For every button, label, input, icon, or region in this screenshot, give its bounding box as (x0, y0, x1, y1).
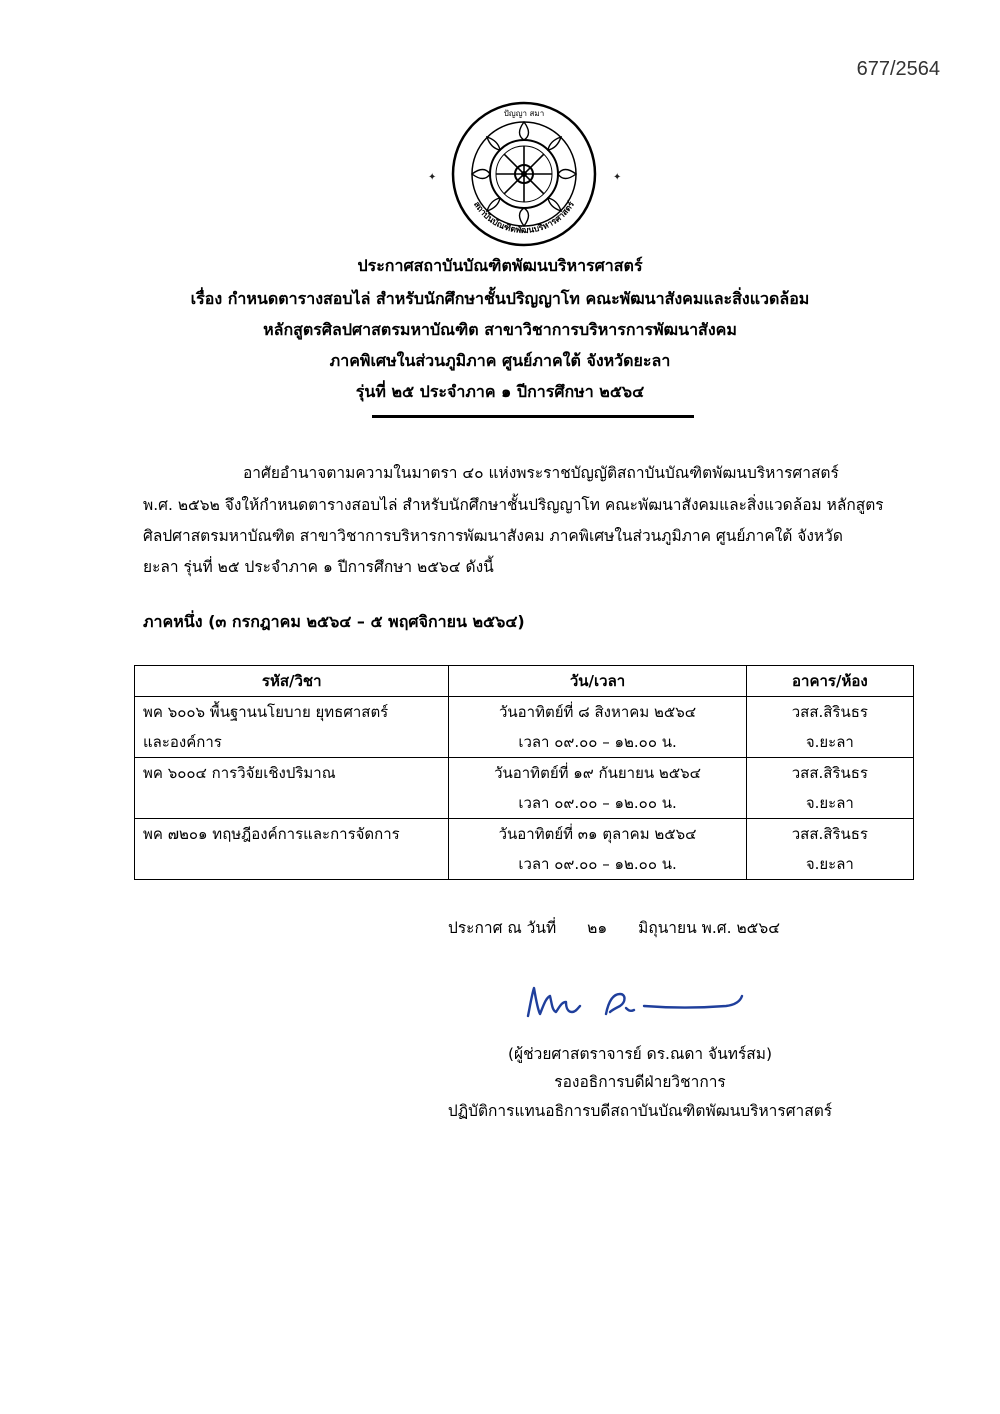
handwritten-signature-icon (520, 978, 760, 1028)
room-province: จ.ยะลา (805, 733, 854, 751)
signatory-position: รองอธิการบดีฝ่ายวิชาการ (554, 1073, 726, 1091)
title-divider (372, 415, 694, 418)
announce-day: ๒๑ (587, 919, 608, 937)
room-cell (746, 758, 913, 819)
dharma-wheel-seal-icon (450, 100, 598, 248)
body-line-2: พ.ศ. ๒๕๖๒ จึงให้กำหนดตารางสอบไล่ สำหรับนักศึกษาชั้นปริญญาโท คณะพัฒนาสังคมและสิ่งแวดล้อม หลักสูตร (143, 496, 884, 514)
table-row (135, 819, 914, 880)
svg-text:สถาบันบัณฑิตพัฒนบริหารศาสตร์ (471, 199, 577, 236)
ornament-right-icon: ✦ (613, 172, 622, 183)
body-line-4: ยะลา รุ่นที่ ๒๕ ประจำภาค ๑ ปีการศึกษา ๒๕๖๔ ดังนี้ (143, 558, 494, 576)
room-province: จ.ยะลา (805, 794, 854, 812)
datetime-cell (449, 697, 746, 758)
header-room: อาคาร/ห้อง (746, 666, 913, 697)
room-building: วสส.สิรินธร (791, 825, 868, 843)
title-line-4: ภาคพิเศษในส่วนภูมิภาค ศูนย์ภาคใต้ จังหวัดยะลา (329, 351, 671, 370)
datetime-cell (449, 819, 746, 880)
course-line: พค ๗๒๐๑ ทฤษฎีองค์การและการจัดการ (143, 825, 400, 843)
signatory-name: (ผู้ช่วยศาสตราจารย์ ดร.ณดา จันทร์สม) (508, 1045, 772, 1063)
exam-schedule-table (134, 665, 914, 880)
room-province: จ.ยะลา (805, 855, 854, 873)
exam-date: วันอาทิตย์ที่ ๑๙ กันยายน ๒๕๖๔ (494, 764, 702, 782)
ornament-left-icon: ✦ (428, 172, 437, 183)
semester-heading: ภาคหนึ่ง (๓ กรกฎาคม ๒๕๖๔ – ๕ พฤศจิกายน ๒๕๖๔) (143, 612, 525, 631)
announcement-date (448, 915, 780, 940)
announce-prefix: ประกาศ ณ วันที่ (448, 919, 557, 937)
course-line (143, 788, 440, 818)
course-cell (135, 819, 449, 880)
title-line-1: ประกาศสถาบันบัณฑิตพัฒนบริหารศาสตร์ (357, 256, 643, 275)
room-cell (746, 819, 913, 880)
header-datetime: วัน/เวลา (449, 666, 746, 697)
exam-date: วันอาทิตย์ที่ ๘ สิงหาคม ๒๕๖๔ (498, 703, 697, 721)
course-cell (135, 697, 449, 758)
room-building: วสส.สิรินธร (791, 764, 868, 782)
body-line-3: ศิลปศาสตรมหาบัณฑิต สาขาวิชาการบริหารการพัฒนาสังคม ภาคพิเศษในส่วนภูมิภาค ศูนย์ภาคใต้ จังหวัด (143, 527, 843, 545)
body-line-1: อาศัยอำนาจตามความในมาตรา ๔๐ แห่งพระราชบัญญัติสถาบันบัณฑิตพัฒนบริหารศาสตร์ (243, 464, 839, 482)
room-cell (746, 697, 913, 758)
exam-time: เวลา ๐๙.๐๐ – ๑๒.๐๐ น. (518, 794, 677, 812)
course-line: และองค์การ (143, 733, 222, 751)
exam-time: เวลา ๐๙.๐๐ – ๑๒.๐๐ น. (518, 855, 677, 873)
exam-time: เวลา ๐๙.๐๐ – ๑๒.๐๐ น. (518, 733, 677, 751)
course-line: พค ๖๐๐๖ พื้นฐานนโยบาย ยุทธศาสตร์ (143, 703, 389, 721)
course-cell (135, 758, 449, 819)
table-row (135, 758, 914, 819)
course-line (143, 849, 440, 879)
title-line-5: รุ่นที่ ๒๕ ประจำภาค ๑ ปีการศึกษา ๒๕๖๔ (355, 382, 645, 401)
title-line-2: เรื่อง กำหนดตารางสอบไล่ สำหรับนักศึกษาชั้นปริญญาโท คณะพัฒนาสังคมและสิ่งแวดล้อม (190, 289, 810, 308)
title-line-3: หลักสูตรศิลปศาสตรมหาบัณฑิต สาขาวิชาการบริหารการพัฒนาสังคม (263, 320, 737, 339)
seal-ring-text: สถาบันบัณฑิตพัฒนบริหารศาสตร์ (471, 199, 577, 236)
announce-month-year: มิถุนายน พ.ศ. ๒๕๖๔ (638, 919, 780, 937)
table-row (135, 697, 914, 758)
room-building: วสส.สิรินธร (791, 703, 868, 721)
course-line: พค ๖๐๐๔ การวิจัยเชิงปริมาณ (143, 764, 336, 782)
exam-date: วันอาทิตย์ที่ ๓๑ ตุลาคม ๒๕๖๔ (498, 825, 697, 843)
datetime-cell (449, 758, 746, 819)
signatory-acting: ปฏิบัติการแทนอธิการบดีสถาบันบัณฑิตพัฒนบริหารศาสตร์ (447, 1102, 833, 1120)
seal-motto: ปัญญา สมา (503, 109, 545, 118)
table-header-row (135, 666, 914, 697)
document-number: 677/2564 (856, 58, 940, 80)
header-course: รหัส/วิชา (135, 666, 449, 697)
